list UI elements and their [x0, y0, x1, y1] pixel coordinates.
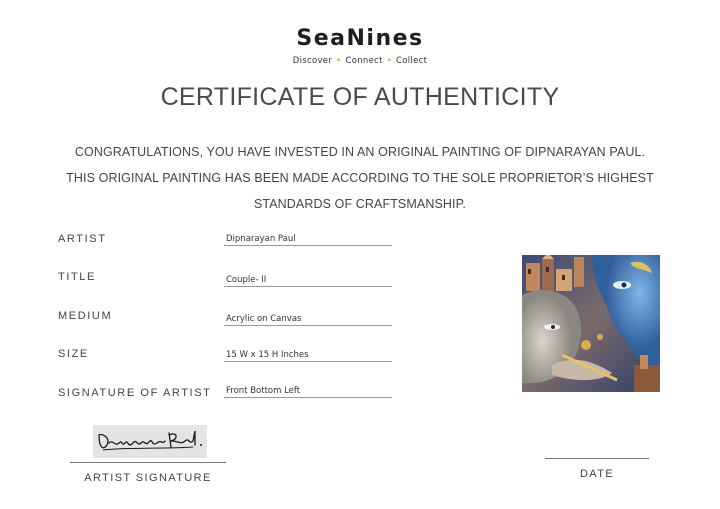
- signature-of-artist-value: Front Bottom Left: [224, 386, 392, 398]
- artist-label: ARTIST: [58, 233, 107, 245]
- artist-signature-label: ARTIST SIGNATURE: [84, 472, 212, 484]
- date-line: [545, 458, 649, 459]
- certificate-title: CERTIFICATE OF AUTHENTICITY: [160, 83, 560, 111]
- brand-logo: SeaNines: [296, 26, 424, 51]
- artist-value: Dipnarayan Paul: [224, 234, 392, 246]
- size-label: SIZE: [58, 348, 89, 360]
- medium-label: MEDIUM: [58, 310, 113, 322]
- title-value: Couple- II: [224, 275, 392, 287]
- artist-signature-line: [70, 462, 226, 463]
- tagline-discover: Discover: [292, 56, 333, 66]
- tagline-collect: Collect: [396, 56, 428, 66]
- brand-header: [0, 26, 720, 66]
- tagline-connect: Connect: [345, 56, 383, 66]
- certificate-statement: [40, 139, 680, 217]
- painting-icon: [522, 255, 660, 392]
- dot-icon: •: [386, 56, 393, 66]
- statement-line-1: CONGRATULATIONS, YOU HAVE INVESTED IN AN ORIGINAL PAINTING OF DIPNARAYAN PAUL.: [74, 145, 646, 159]
- statement-line-2: THIS ORIGINAL PAINTING HAS BEEN MADE ACCORDING TO THE SOLE PROPRIETOR’S HIGHEST: [66, 171, 654, 185]
- signature-of-artist-label: SIGNATURE OF ARTIST: [58, 387, 212, 399]
- statement-line-3: STANDARDS OF CRAFTSMANSHIP.: [254, 197, 466, 211]
- artist-signature-image: [93, 425, 207, 458]
- date-label: DATE: [579, 468, 615, 480]
- painting-image: [522, 255, 660, 392]
- medium-value: Acrylic on Canvas: [224, 314, 392, 326]
- dot-icon: •: [336, 56, 342, 66]
- signature-icon: [93, 425, 207, 458]
- title-label: TITLE: [58, 271, 96, 283]
- size-value: 15 W x 15 H Inches: [224, 350, 392, 362]
- brand-tagline: [0, 56, 720, 66]
